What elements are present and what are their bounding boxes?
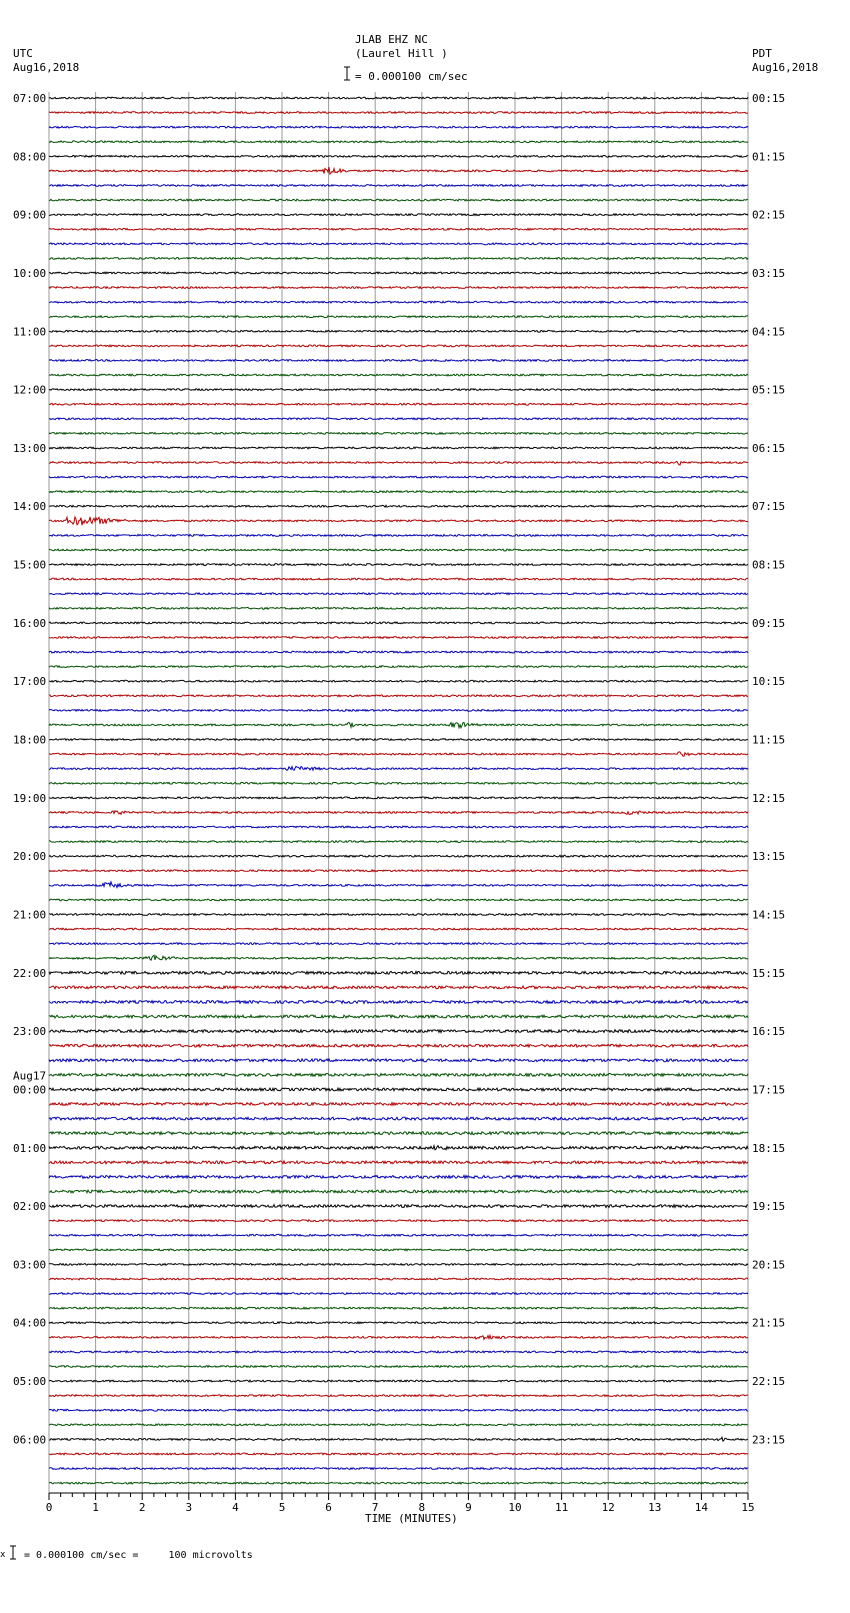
seismic-trace [49,695,748,697]
pdt-hour-label: 15:15 [752,966,786,980]
seismic-trace [49,301,748,303]
seismic-trace [49,1395,748,1397]
seismic-trace [49,1088,748,1091]
x-tick-label: 0 [45,1501,53,1514]
x-tick-label: 4 [232,1501,239,1514]
seismic-trace [49,593,748,595]
right-timezone: PDT [752,47,772,60]
seismic-trace [49,505,748,507]
seismic-trace [49,1468,748,1470]
utc-hour-label: 04:00 [13,1316,47,1330]
utc-hour-label: 11:00 [13,325,47,339]
seismic-trace [49,928,748,930]
seismic-trace [49,447,748,449]
utc-hour-label: 09:00 [13,208,47,222]
seismic-trace [49,360,748,362]
seismic-trace [49,112,748,114]
seismic-trace [49,1453,748,1455]
pdt-hour-label: 03:15 [752,266,786,280]
seismic-trace [49,710,748,712]
x-tick-label: 13 [648,1501,662,1514]
seismic-trace [49,549,748,551]
seismic-trace [49,1409,748,1411]
x-tick-label: 10 [508,1501,522,1514]
seismic-trace [49,1366,748,1368]
pdt-hour-label: 16:15 [752,1025,786,1039]
utc-hour-label: 13:00 [13,441,47,455]
seismic-trace [49,637,748,639]
seismic-trace [49,287,748,289]
seismic-trace [49,986,748,989]
utc-hour-label: 15:00 [13,558,47,572]
pdt-hour-label: 11:15 [752,733,786,747]
seismic-trace [49,228,748,230]
x-tick-label: 14 [694,1501,709,1514]
seismic-trace [49,797,748,799]
seismic-trace [49,1351,748,1353]
seismic-trace [49,782,748,784]
x-tick-label: 7 [371,1501,379,1514]
seismic-trace [49,272,748,274]
utc-hour-label: 05:00 [13,1375,47,1389]
left-date: Aug16,2018 [13,61,80,74]
seismic-trace [49,214,748,216]
seismic-trace [49,418,748,420]
utc-hour-label: 02:00 [13,1200,47,1214]
seismic-trace [49,680,748,682]
x-tick-label: 5 [278,1501,286,1514]
utc-hour-label: 03:00 [13,1258,47,1272]
utc-hour-label: 14:00 [13,500,47,514]
pdt-hour-label: 01:15 [752,150,786,164]
seismic-trace [49,1074,748,1077]
utc-hour-label: 01:00 [13,1141,47,1155]
pdt-hour-label: 21:15 [752,1316,786,1330]
seismic-trace [49,462,748,466]
seismic-trace [49,622,748,624]
seismic-trace [49,914,748,916]
utc-hour-label: 19:00 [13,791,47,805]
pdt-hour-label: 20:15 [752,1258,786,1272]
seismic-trace [49,155,748,157]
seismic-trace [49,578,748,580]
seismic-trace [49,1264,748,1266]
pdt-hour-label: 00:15 [752,92,786,105]
utc-hour-label: 16:00 [13,616,47,630]
utc-hour-label: 21:00 [13,908,47,922]
seismic-trace [49,97,748,99]
seismic-trace [49,345,748,347]
utc-hour-label: 20:00 [13,850,47,864]
seismic-trace [49,403,748,405]
seismic-trace [49,374,748,376]
seismic-trace [49,826,748,828]
seismic-trace [49,855,748,857]
x-tick-label: 12 [601,1501,615,1514]
seismic-trace [49,1059,748,1062]
seismic-trace [49,841,748,843]
pdt-hour-label: 04:15 [752,325,786,339]
seismic-trace [49,1205,748,1208]
utc-hour-label: 08:00 [13,150,47,164]
seismic-trace [49,476,748,478]
seismic-trace [49,899,748,901]
seismic-trace [49,535,748,537]
pdt-hour-label: 08:15 [752,558,786,572]
utc-hour-label: 18:00 [13,733,47,747]
utc-hour-label: 00:00 [13,1083,47,1097]
seismic-trace [49,811,748,815]
seismic-trace [49,330,748,332]
pdt-hour-label: 17:15 [752,1083,786,1097]
x-tick-label: 6 [325,1501,332,1514]
seismic-trace [49,126,748,128]
utc-hour-label: 23:00 [13,1025,47,1039]
seismic-trace [49,199,748,201]
seismic-trace [49,1424,748,1426]
seismic-trace [49,943,748,945]
pdt-hour-label: 23:15 [752,1433,786,1447]
seismic-trace [49,1437,748,1441]
seismic-trace [49,870,748,872]
seismic-trace [49,167,748,174]
utc-hour-label: 17:00 [13,675,47,689]
seismic-trace [49,1161,748,1164]
pdt-hour-label: 10:15 [752,675,786,689]
seismic-trace [49,243,748,245]
x-tick-label: 1 [92,1501,99,1514]
left-timezone: UTC [13,47,33,60]
utc-hour-label: 10:00 [13,266,47,280]
seismic-trace [49,1380,748,1382]
seismic-trace [49,607,748,609]
pdt-hour-label: 14:15 [752,908,786,922]
utc-hour-label: 12:00 [13,383,47,397]
seismic-trace [49,1234,748,1236]
pdt-hour-label: 19:15 [752,1200,786,1214]
seismic-trace [49,722,748,727]
seismic-trace [49,1293,748,1295]
pdt-hour-label: 18:15 [752,1141,786,1155]
seismic-trace [49,1482,748,1484]
pdt-hour-label: 09:15 [752,616,786,630]
pdt-hour-label: 22:15 [752,1375,786,1389]
seismic-trace [49,185,748,187]
x-tick-label: 3 [185,1501,193,1514]
seismic-trace [49,1220,748,1222]
utc-hour-label: 06:00 [13,1433,47,1447]
seismic-trace [49,1030,748,1033]
seismic-trace [49,564,748,566]
pdt-hour-label: 06:15 [752,441,786,455]
utc-hour-label: 07:00 [13,92,47,105]
scale-label: = 0.000100 cm/sec [355,70,468,83]
station-title: JLAB EHZ NC [355,33,428,46]
seismic-trace [49,882,748,888]
x-tick-label: 15 [741,1501,755,1514]
seismic-trace [49,141,748,143]
seismic-trace [49,1190,748,1193]
seismic-trace [49,1335,748,1339]
seismic-trace [49,666,748,668]
x-tick-label: 8 [418,1501,426,1514]
x-tick-label: 11 [554,1501,569,1514]
seismic-trace [49,651,748,653]
x-tick-label: 9 [465,1501,472,1514]
seismic-trace [49,1103,748,1106]
seismic-trace [49,1249,748,1251]
date-change-label: Aug17 [13,1069,47,1083]
pdt-hour-label: 12:15 [752,791,786,805]
seismic-trace [49,971,748,974]
seismic-trace [49,1117,748,1120]
seismic-trace [49,517,748,525]
seismic-trace [49,1001,748,1004]
seismic-trace [49,1044,748,1047]
seismic-trace [49,1322,748,1324]
seismic-trace [49,1132,748,1135]
pdt-hour-label: 13:15 [752,850,786,864]
seismic-trace [49,1278,748,1280]
seismic-trace [49,955,748,960]
seismic-trace [49,389,748,391]
footer-scale-mark: x [0,1550,6,1560]
utc-hour-label: 22:00 [13,966,47,980]
scale-bar-icon [343,66,351,82]
x-axis-label: TIME (MINUTES) [365,1512,458,1525]
seismic-trace [49,1146,748,1150]
footer-scale-note: = 0.000100 cm/sec = 100 microvolts [24,1550,253,1561]
seismic-trace [49,1015,748,1018]
station-location: (Laurel Hill ) [355,47,448,60]
seismic-trace [49,258,748,260]
x-tick-label: 2 [138,1501,146,1514]
seismic-trace [49,767,748,771]
seismic-trace [49,432,748,434]
seismic-trace [49,1307,748,1309]
seismic-trace [49,752,748,756]
pdt-hour-label: 05:15 [752,383,786,397]
footer-scale-bar-icon [9,1545,17,1561]
seismic-trace [49,316,748,318]
seismic-trace [49,1176,748,1179]
seismic-trace [49,491,748,493]
pdt-hour-label: 07:15 [752,500,786,514]
seismic-trace [49,739,748,741]
right-date: Aug16,2018 [752,61,819,74]
pdt-hour-label: 02:15 [752,208,786,222]
